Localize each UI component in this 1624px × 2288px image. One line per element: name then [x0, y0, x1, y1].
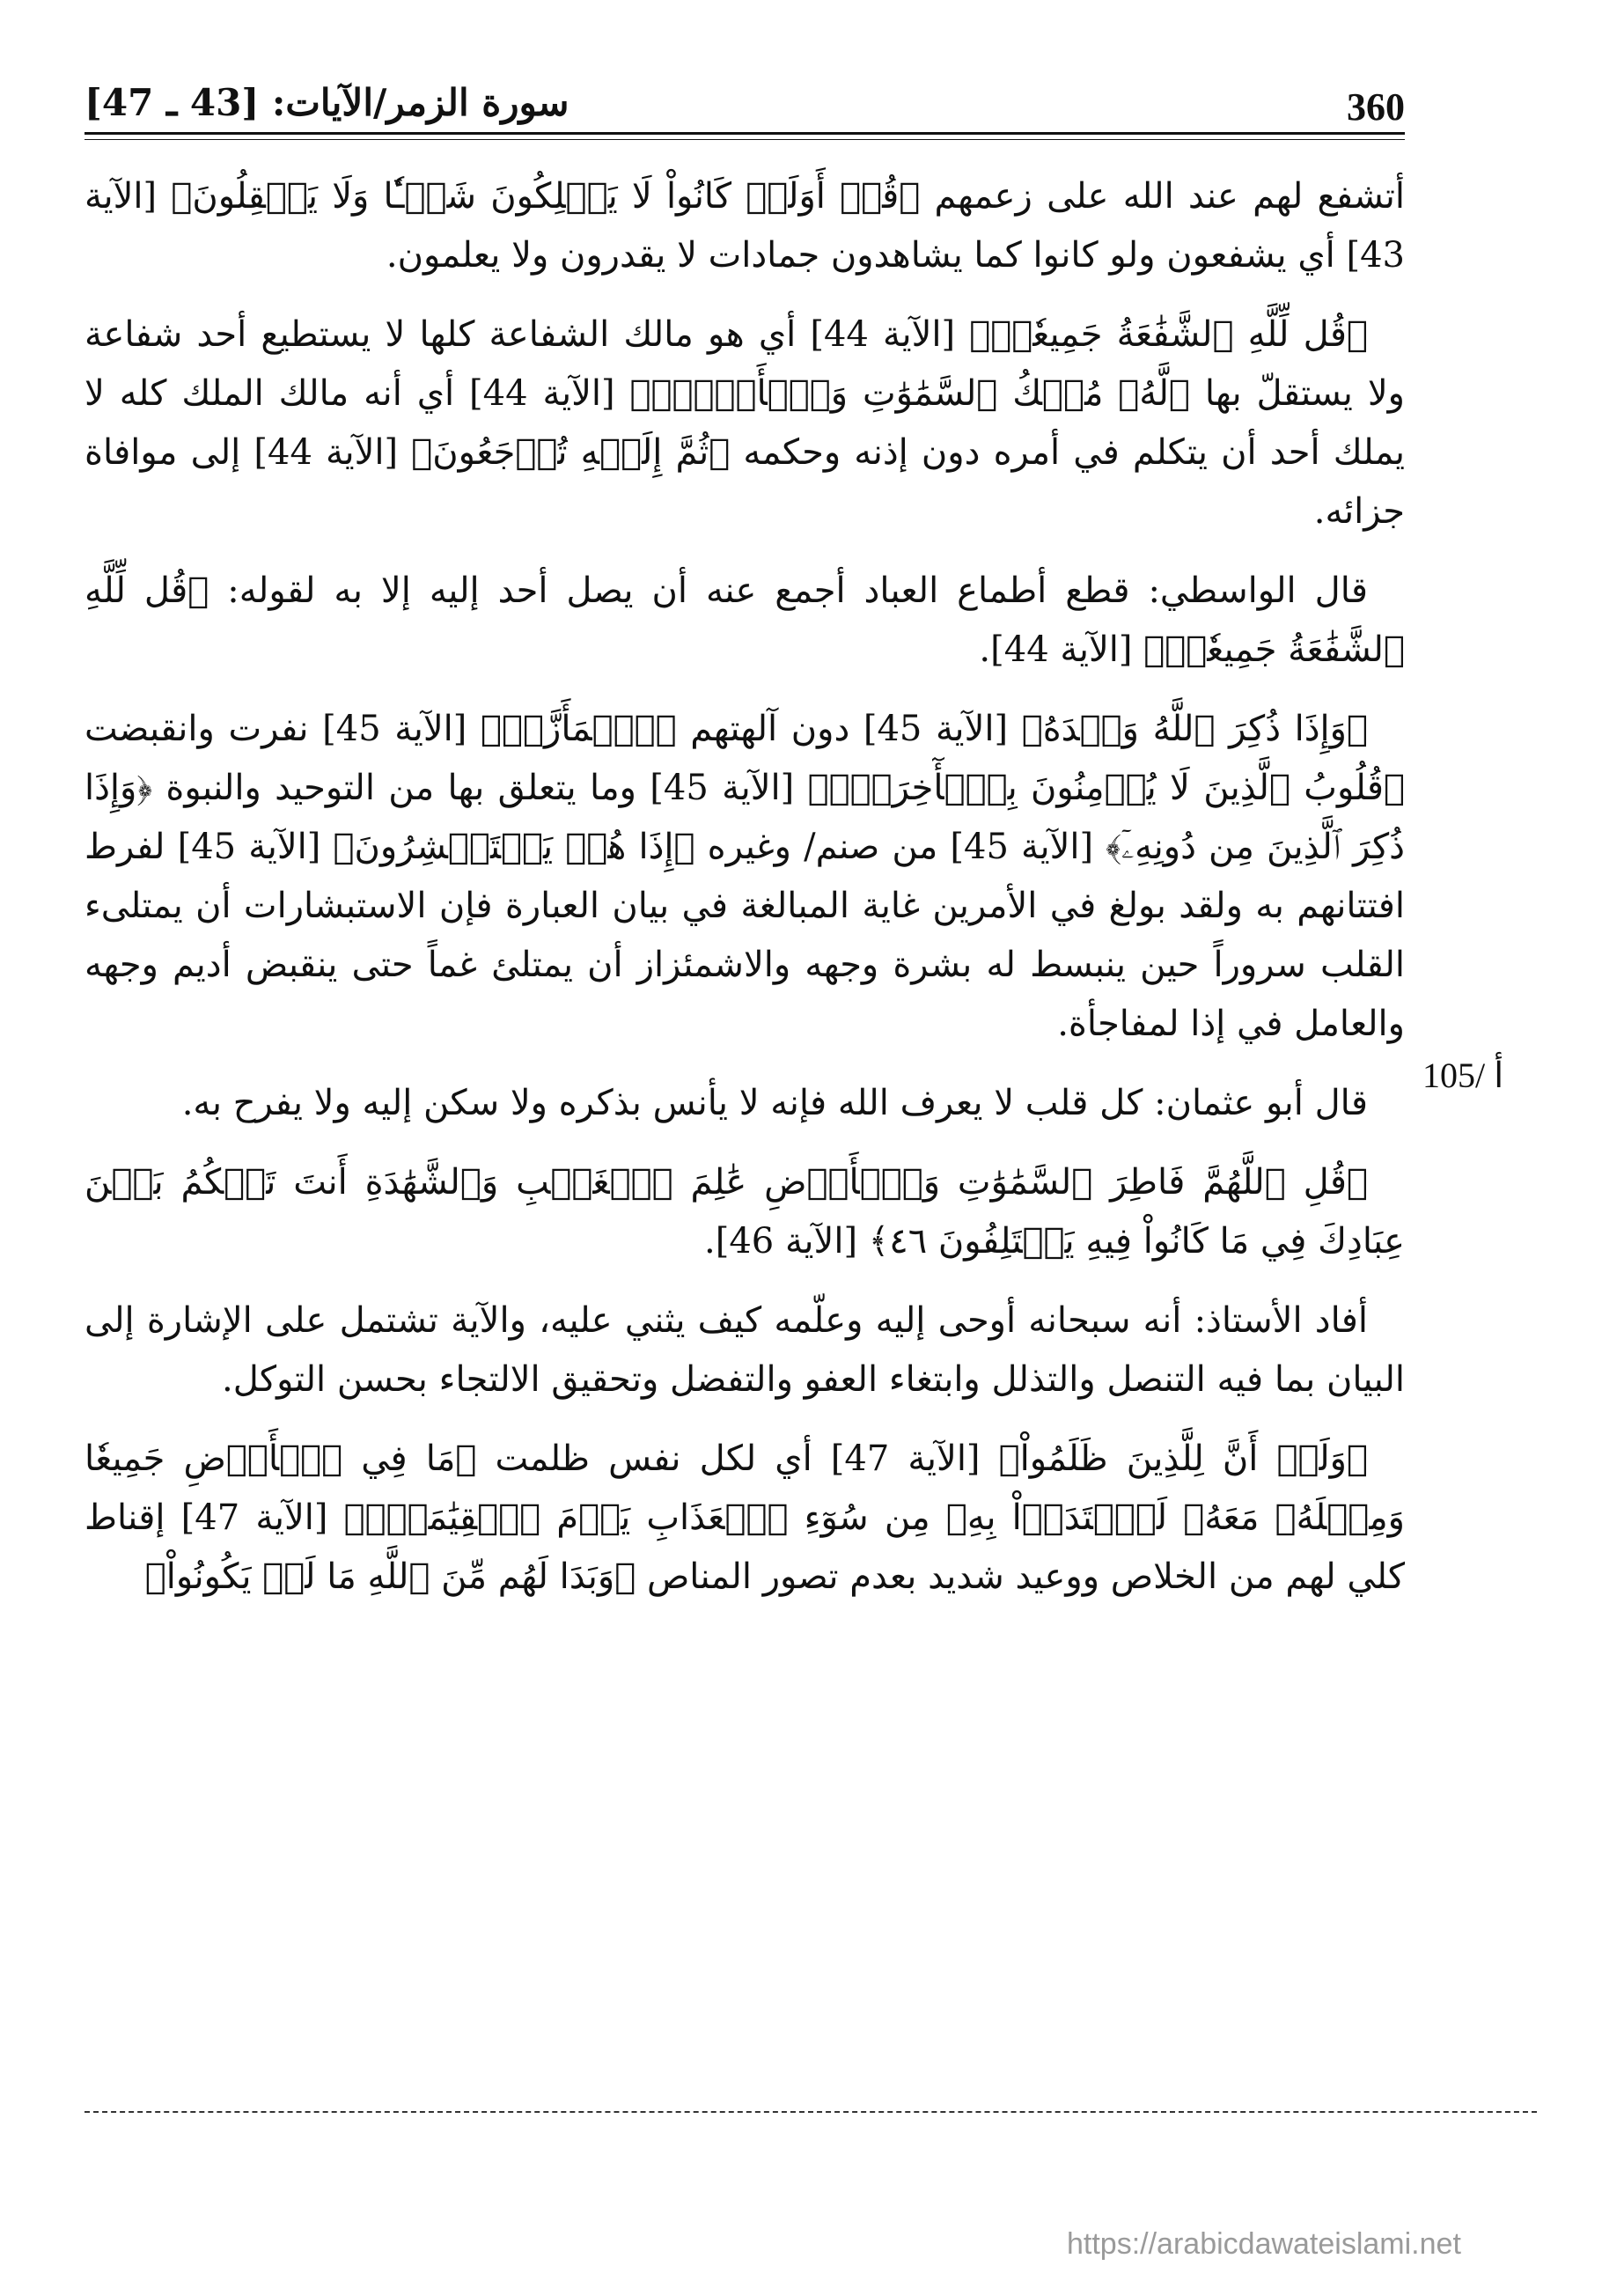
paragraph-1: أتشفع لهم عند الله على زعمهم ﴿قُلۡ أَوَلَوۡ كَانُواْ لَا يَمۡلِكُونَ شَيۡـٔٗا وَلَا يَعۡقِلُونَ﴾ [الآية 43] أي يشفعون ولو كانوا كما يشاهدون جمادات لا يقدرون ولا يعلمون.: [85, 176, 1405, 276]
paragraph-8: ﴿وَلَوۡ أَنَّ لِلَّذِينَ ظَلَمُواْ﴾ [الآية 47] أي لكل نفس ظلمت ﴿مَا فِي ٱلۡأَرۡضِ جَمِيعٗا وَمِثۡلَهُۥ مَعَهُۥ لَٱفۡتَدَوۡاْ بِهِۦ مِن سُوٓءِ ٱلۡعَذَابِ يَوۡمَ ٱلۡقِيَٰمَةِۚ﴾ [الآية 47] إقناط كلي لهم من الخلاص ووعيد شديد بعدم تصور المناص ﴿وَبَدَا لَهُم مِّنَ ٱللَّهِ مَا لَمۡ يَكُونُواْ﴾: [85, 1438, 1406, 1597]
paragraph-4: ﴿وَإِذَا ذُكِرَ ٱللَّهُ وَحۡدَهُ﴾ [الآية 45] دون آلهتهم ﴿ٱشۡمَأَزَّتۡ﴾ [الآية 45] نفرت وانقبضت ﴿قُلُوبُ ٱلَّذِينَ لَا يُؤۡمِنُونَ بِٱلۡأٓخِرَةِۖ﴾ [الآية 45] وما يتعلق بها من التوحيد والنبوة ﴿وَإِذَا ذُكِرَ ٱلَّذِينَ مِن دُونِهِۦٓ﴾ [الآية 45] من صنم/ وغيره ﴿إِذَا هُمۡ يَسۡتَبۡشِرُونَ﴾ [الآية 45] لفرط افتتانهم به ولقد بولغ في الأمرين غاية المبالغة في بيان العبارة فإن الاستبشارات أن يمتلىء القلب سروراً حين ينبسط له بشرة وجهه والاشمئزاز أن يمتلئ غماً حتى ينقبض أديم وجهه والعامل في إذا لمفاجأة.: [85, 709, 1405, 1044]
paragraph-7: أفاد الأستاذ: أنه سبحانه أوحى إليه وعلّمه كيف يثني عليه، والآية تشتمل على الإشارة إلى البيان بما فيه التنصل والتذلل وابتغاء العفو والتفضل وتحقيق الالتجاء بحسن التوكل.: [85, 1300, 1405, 1400]
watermark-url: https://arabicdawateislami.net: [1067, 2227, 1461, 2261]
page-header: [85, 69, 1405, 148]
running-title: سورة الزمر/الآيات: [43 ـ 47]: [85, 81, 570, 124]
paragraph-2: ﴿قُل لِّلَّهِ ٱلشَّفَٰعَةُ جَمِيعٗاۖ﴾ [الآية 44] أي هو مالك الشفاعة كلها لا يستطيع أحد شفاعة ولا يستقلّ بها ﴿لَّهُۥ مُلۡكُ ٱلسَّمَٰوَٰتِ وَٱلۡأَرۡضِۖ﴾ [الآية 44] أي أنه مالك الملك كله لا يملك أحد أن يتكلم في أمره دون إذنه وحكمه ﴿ثُمَّ إِلَيۡهِ تُرۡجَعُونَ﴾ [الآية 44] إلى موافاة جزائه.: [85, 314, 1405, 532]
header-rule-thin: [85, 139, 1405, 140]
paragraph-5: قال أبو عثمان: كل قلب لا يعرف الله فإنه لا يأنس بذكره ولا سكن إليه ولا يفرح به.: [181, 1083, 1368, 1123]
margin-folio-note: 105/ أ: [1422, 1056, 1504, 1095]
header-rule: [85, 132, 1405, 135]
paragraph-6: ﴿قُلِ ٱللَّهُمَّ فَاطِرَ ٱلسَّمَٰوَٰتِ وَٱلۡأَرۡضِ عَٰلِمَ ٱلۡغَيۡبِ وَٱلشَّهَٰدَةِ أَنتَ تَحۡكُمُ بَيۡنَ عِبَادِكَ فِي مَا كَانُواْ فِيهِ يَخۡتَلِفُونَ ٤٦﴾ [الآية 46].: [85, 1162, 1405, 1262]
page-number: 360: [1347, 85, 1405, 129]
body-text: [85, 167, 1405, 1627]
paragraph-3: قال الواسطي: قطع أطماع العباد أجمع عنه أن يصل أحد إليه إلا به لقوله: ﴿قُل لِّلَّهِ ٱلشَّفَٰعَةُ جَمِيعٗاۖ﴾ [الآية 44].: [85, 570, 1405, 670]
scan-dashed-line: [85, 2111, 1537, 2113]
